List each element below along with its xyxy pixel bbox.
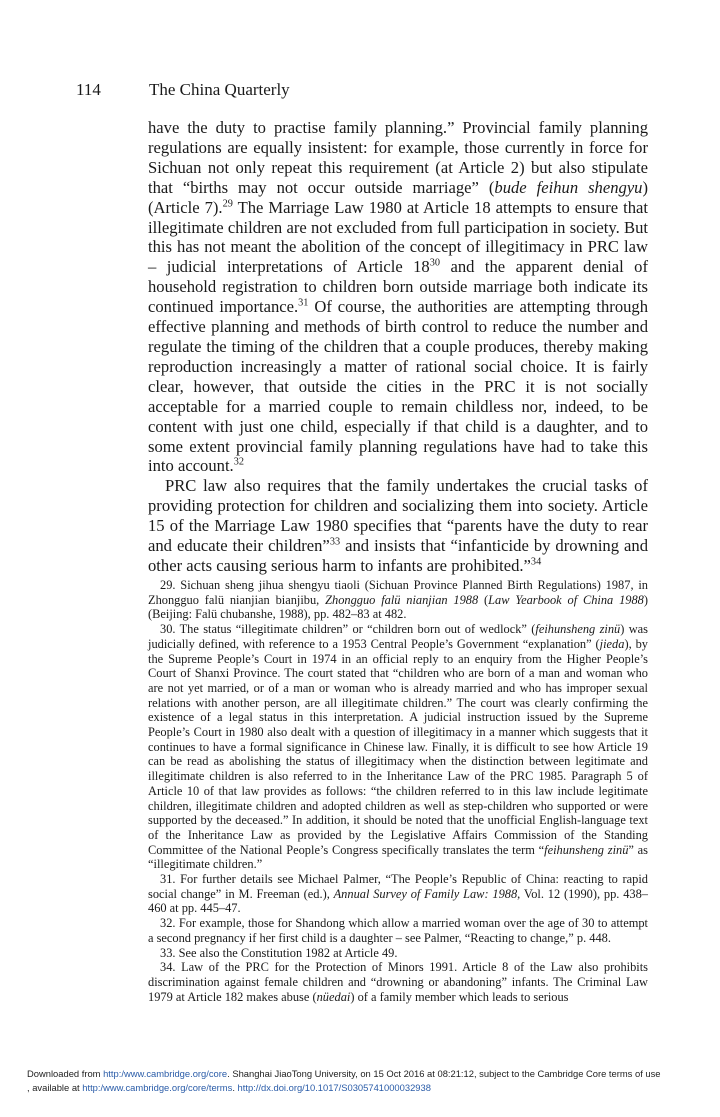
download-notice: [27, 1067, 717, 1094]
doi-link[interactable]: http://dx.doi.org/10.1017/S0305741000032938: [237, 1081, 431, 1093]
download-notice-line-2: , available at http:/www.cambridge.org/core/terms. http://dx.doi.org/10.1017/S0305741000032938: [27, 1081, 431, 1093]
footnote-29: 29. Sichuan sheng jihua shengyu tiaoli (Sichuan Province Planned Birth Regulations) 1987, in Zhongguo falü nianjian bianjibu, Zhongguo falü nianjian 1988 (Law Yearbook of China 1988) (Beijing: Falü chubanshe, 1988), pp. 482–83 at 482.: [148, 578, 648, 622]
footnote-ref-34[interactable]: 34: [530, 556, 542, 568]
cambridge-core-link[interactable]: http:/www.cambridge.org/core: [103, 1068, 228, 1079]
journal-title: The China Quarterly: [149, 80, 290, 99]
footnote-33: 33. See also the Constitution 1982 at Article 49.: [160, 945, 398, 960]
footnotes: [148, 578, 648, 1004]
terms-link[interactable]: http:/www.cambridge.org/core/terms: [82, 1081, 233, 1093]
footnote-ref-32[interactable]: 32: [233, 456, 244, 468]
body-paragraph: PRC law also requires that the family undertakes the crucial tasks of providing protection for children and socializing them into society. Article 15 of the Marriage Law 1980 specifies that “parents have the duty to rear and educate their children”$^{33}$ and insists that “infanticide by drowning and other acts causing serious harm to infants are prohibited.”$^{34}$: [148, 476, 648, 575]
footnote-ref-33[interactable]: 33: [329, 536, 341, 548]
footnote-ref-31[interactable]: 31: [298, 297, 309, 309]
download-notice-line-1: Downloaded from http:/www.cambridge.org/core. Shanghai JiaoTong University, on 15 Oct 2016 at 08:21:12, subject to the Cambridge Core terms of use: [27, 1068, 661, 1079]
footnote-32: 32. For example, those for Shandong which allow a married woman over the age of 30 to attempt a second pregnancy if her first child is a daughter – see Palmer, “Reacting to change,” p. 448.: [148, 916, 648, 945]
body-paragraph: have the duty to practise family planning.” Provincial family planning regulations are equally insistent: for example, those currently in force for Sichuan not only repeat this requirement (at Article 2) but also stipulate that “births may not occur outside marriage” (bude feihun shengyu) (Article 7).$^{29}$ The Marriage Law 1980 at Article 18 attempts to ensure that illegitimate children are not excluded from full participation in society. But this has not meant the abolition of the concept of illegitimacy in PRC law – judicial interpretations of Article $18^{30}$ and the apparent denial of household registration to children born outside marriage both indicate its continued importance.$^{31}$ Of course, the authorities are attempting through effective planning and methods of birth control to reduce the number and regulate the timing of the children that a couple produces, thereby making reproduction increasingly a matter of rational social choice. It is fairly clear, however, that outside the cities in the PRC it is not socially acceptable for a married couple to remain childless nor, indeed, to be content with just one child, especially if that child is a daughter, and to some extent provincial family planning regulations have had to take this into account.$^{32}$: [148, 118, 649, 476]
footnote-34: 34. Law of the PRC for the Protection of Minors 1991. Article 8 of the Law also prohibits discrimination against female children and “drowning or abandoning” infants. The Criminal Law 1979 at Article 182 makes abuse (nüedai) of a family member which leads to serious: [148, 960, 648, 1004]
page-number: 114: [76, 80, 101, 99]
footnote-ref-30[interactable]: 30: [429, 257, 441, 269]
footnote-31: 31. For further details see Michael Palmer, “The People’s Republic of China: reacting to rapid social change” in M. Freeman (ed.), Annual Survey of Family Law: 1988, Vol. 12 (1990), pp. 438–460 at pp. 445–47.: [148, 872, 648, 916]
footnote-30: 30. The status “illegitimate children” or “children born out of wedlock” (feihunsheng zinü) was judicially defined, with reference to a 1953 Central People’s Government “explanation” (jieda), by the Supreme People’s Court in 1974 in an official reply to an enquiry from the Higher People’s Court of Shanxi Province. The court stated that “children who are born of a man and woman who are not yet married, or of a man or woman who is already married and who has improper sexual relations with another person, are all illegitimate children.” The court was clearly confirming the existence of a legal status in this interpretation. A judicial instruction issued by the Supreme People’s Court in 1980 also dealt with a question of illegitimacy in a manner which suggests that it continues to have a formal significance in Chinese law. Finally, it is difficult to see how Article 19 can be read as abolishing the status of illegitimacy when the distinction between legitimate and illegitimate children is also referred to in the Inheritance Law of the PRC 1985. Paragraph 5 of Article 10 of that law provides as follows: “the children referred to in this law include legitimate children, illegitimate children and adopted children as well as step-children who supported or were supported by the deceased.” In addition, it should be noted that the unofficial English-language text of the Inheritance Law as provided by the Legislative Affairs Commission of the Standing Committee of the National People’s Congress specifically translates the term “feihunsheng zinü” as “illegitimate children.”: [148, 622, 649, 872]
main-text: [148, 118, 648, 576]
footnote-ref-29[interactable]: 29: [222, 198, 233, 210]
